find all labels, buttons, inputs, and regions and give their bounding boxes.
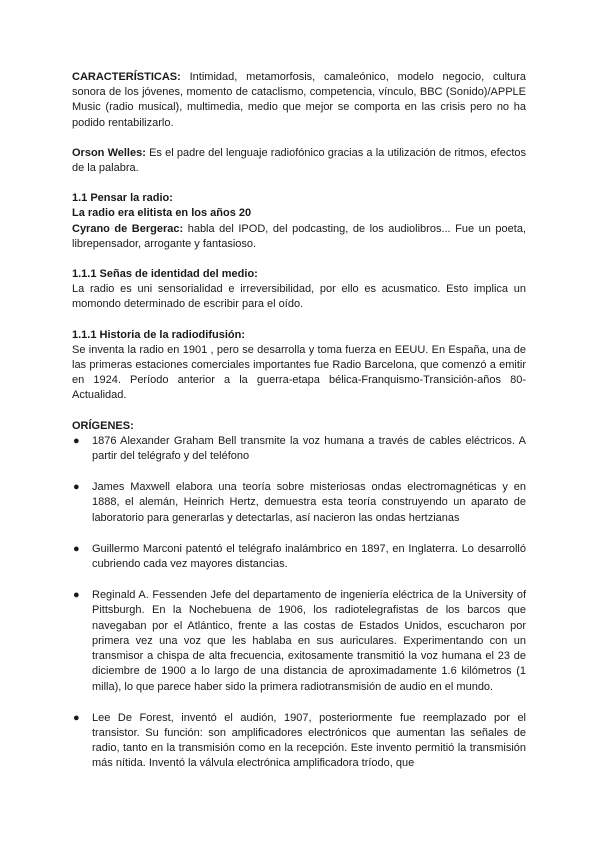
list-item [72,480,526,526]
cyrano-text: habla del IPOD, del podcasting, de los audiolibros... Fue un poeta, librepensador, arrogante y fantasioso. [72,222,526,250]
cyrano-paragraph [72,222,526,252]
senas-identidad-text: La radio es uni sensorialidad e irreversibilidad, por ello es acusmatico. Esto implica un momondo determinado de escribir para el oído. [72,283,526,311]
historia-radiodifusion-heading: 1.1.1 Historia de la radiodifusión: [72,328,245,341]
document-content [72,70,526,788]
section-1-1-subheading: La radio era elitista en los años 20 [72,207,252,220]
caracteristicas-label: CARACTERÍSTICAS: [72,71,181,83]
list-item-text: James Maxwell elabora una teoría sobre misteriosas ondas electromagnéticas y en 1888, el alemán, Heinrich Hertz, demuestra esta teoría construyendo un aparato de laboratorio para generarlas y detectarlas, así nacieron las ondas hertzianas [92,481,526,524]
list-item-text: Reginald A. Fessenden Jefe del departamento de ingeniería eléctrica de la University of Pittsburgh. En la Nochebuena de 1906, los radiotelegrafistas de los barcos que navegaban por el Atlántico, frente a las costas de Estados Unidos, escucharon por primera vez una voz que les hablaba en sus auriculares. Experimentando con un transmisor a chispa de alta frecuencia, exitosamente transmitió la voz humana el 23 de diciembre de 1900 a lo largo de una distancia de aproximadamente 1.6 kilómetros (1 milla), lo que parece haber sido la primera radiotransmisión de audio en el mundo. [92,589,526,693]
list-item-text: Lee De Forest, inventó el audión, 1907, posteriormente fue reemplazado por el transistor. Su función: son amplificadores electrónicos que aumentan las señales de radio, tanto en la transmisión como en la recepción. Este invento permitió la transmisión más nítida. Inventó la válvula electrónica amplificadora tríodo, que [92,711,526,770]
orson-welles-label: Orson Welles: [72,146,146,159]
origenes-list [72,434,526,772]
origenes-heading: ORÍGENES: [72,419,134,432]
historia-radiodifusion-text: Se inventa la radio en 1901 , pero se desarrolla y toma fuerza en EEUU. En España, una de las primeras estaciones comerciales importantes fue Radio Barcelona, que comenzó a emitir en 1924. Período anterior a la guerra-etapa bélica-Franquismo-Transición-años 80-Actualidad. [72,343,526,402]
senas-identidad-heading: 1.1.1 Señas de identidad del medio: [72,268,258,281]
caracteristicas-paragraph [72,70,526,131]
bullet-icon: ● [73,481,80,494]
list-item-text: 1876 Alexander Graham Bell transmite la voz humana a través de cables eléctricos. A partir del telégrafo y del teléfono [92,434,526,463]
list-item [72,542,526,572]
cyrano-label: Cyrano de Bergerac: [72,222,184,235]
list-item [72,588,526,694]
section-1-1-heading: 1.1 Pensar la radio: [72,192,173,205]
orson-welles-paragraph [72,146,526,176]
bullet-icon: ● [73,542,80,555]
list-item [72,434,526,464]
list-item [72,711,526,772]
bullet-icon: ● [73,589,80,602]
orson-welles-text: Es el padre del lenguaje radiofónico gracias a la utilización de ritmos, efectos de la palabra. [72,146,526,175]
caracteristicas-text: Intimidad, metamorfosis, camaleónico, modelo negocio, cultura sonora de los jóvenes, momento de cataclismo, competencia, vínculo, BBC (Sonido)/APPLE Music (radio musical), multimedia, medio que mejor se comporta en las crisis pero no ha podido rentabilizarlo. [72,71,526,129]
bullet-icon: ● [73,434,80,447]
list-item-text: Guillermo Marconi patentó el telégrafo inalámbrico en 1897, en Inglaterra. Lo desarrolló cubriendo cada vez mayores distancias. [92,542,526,571]
bullet-icon: ● [73,711,80,724]
